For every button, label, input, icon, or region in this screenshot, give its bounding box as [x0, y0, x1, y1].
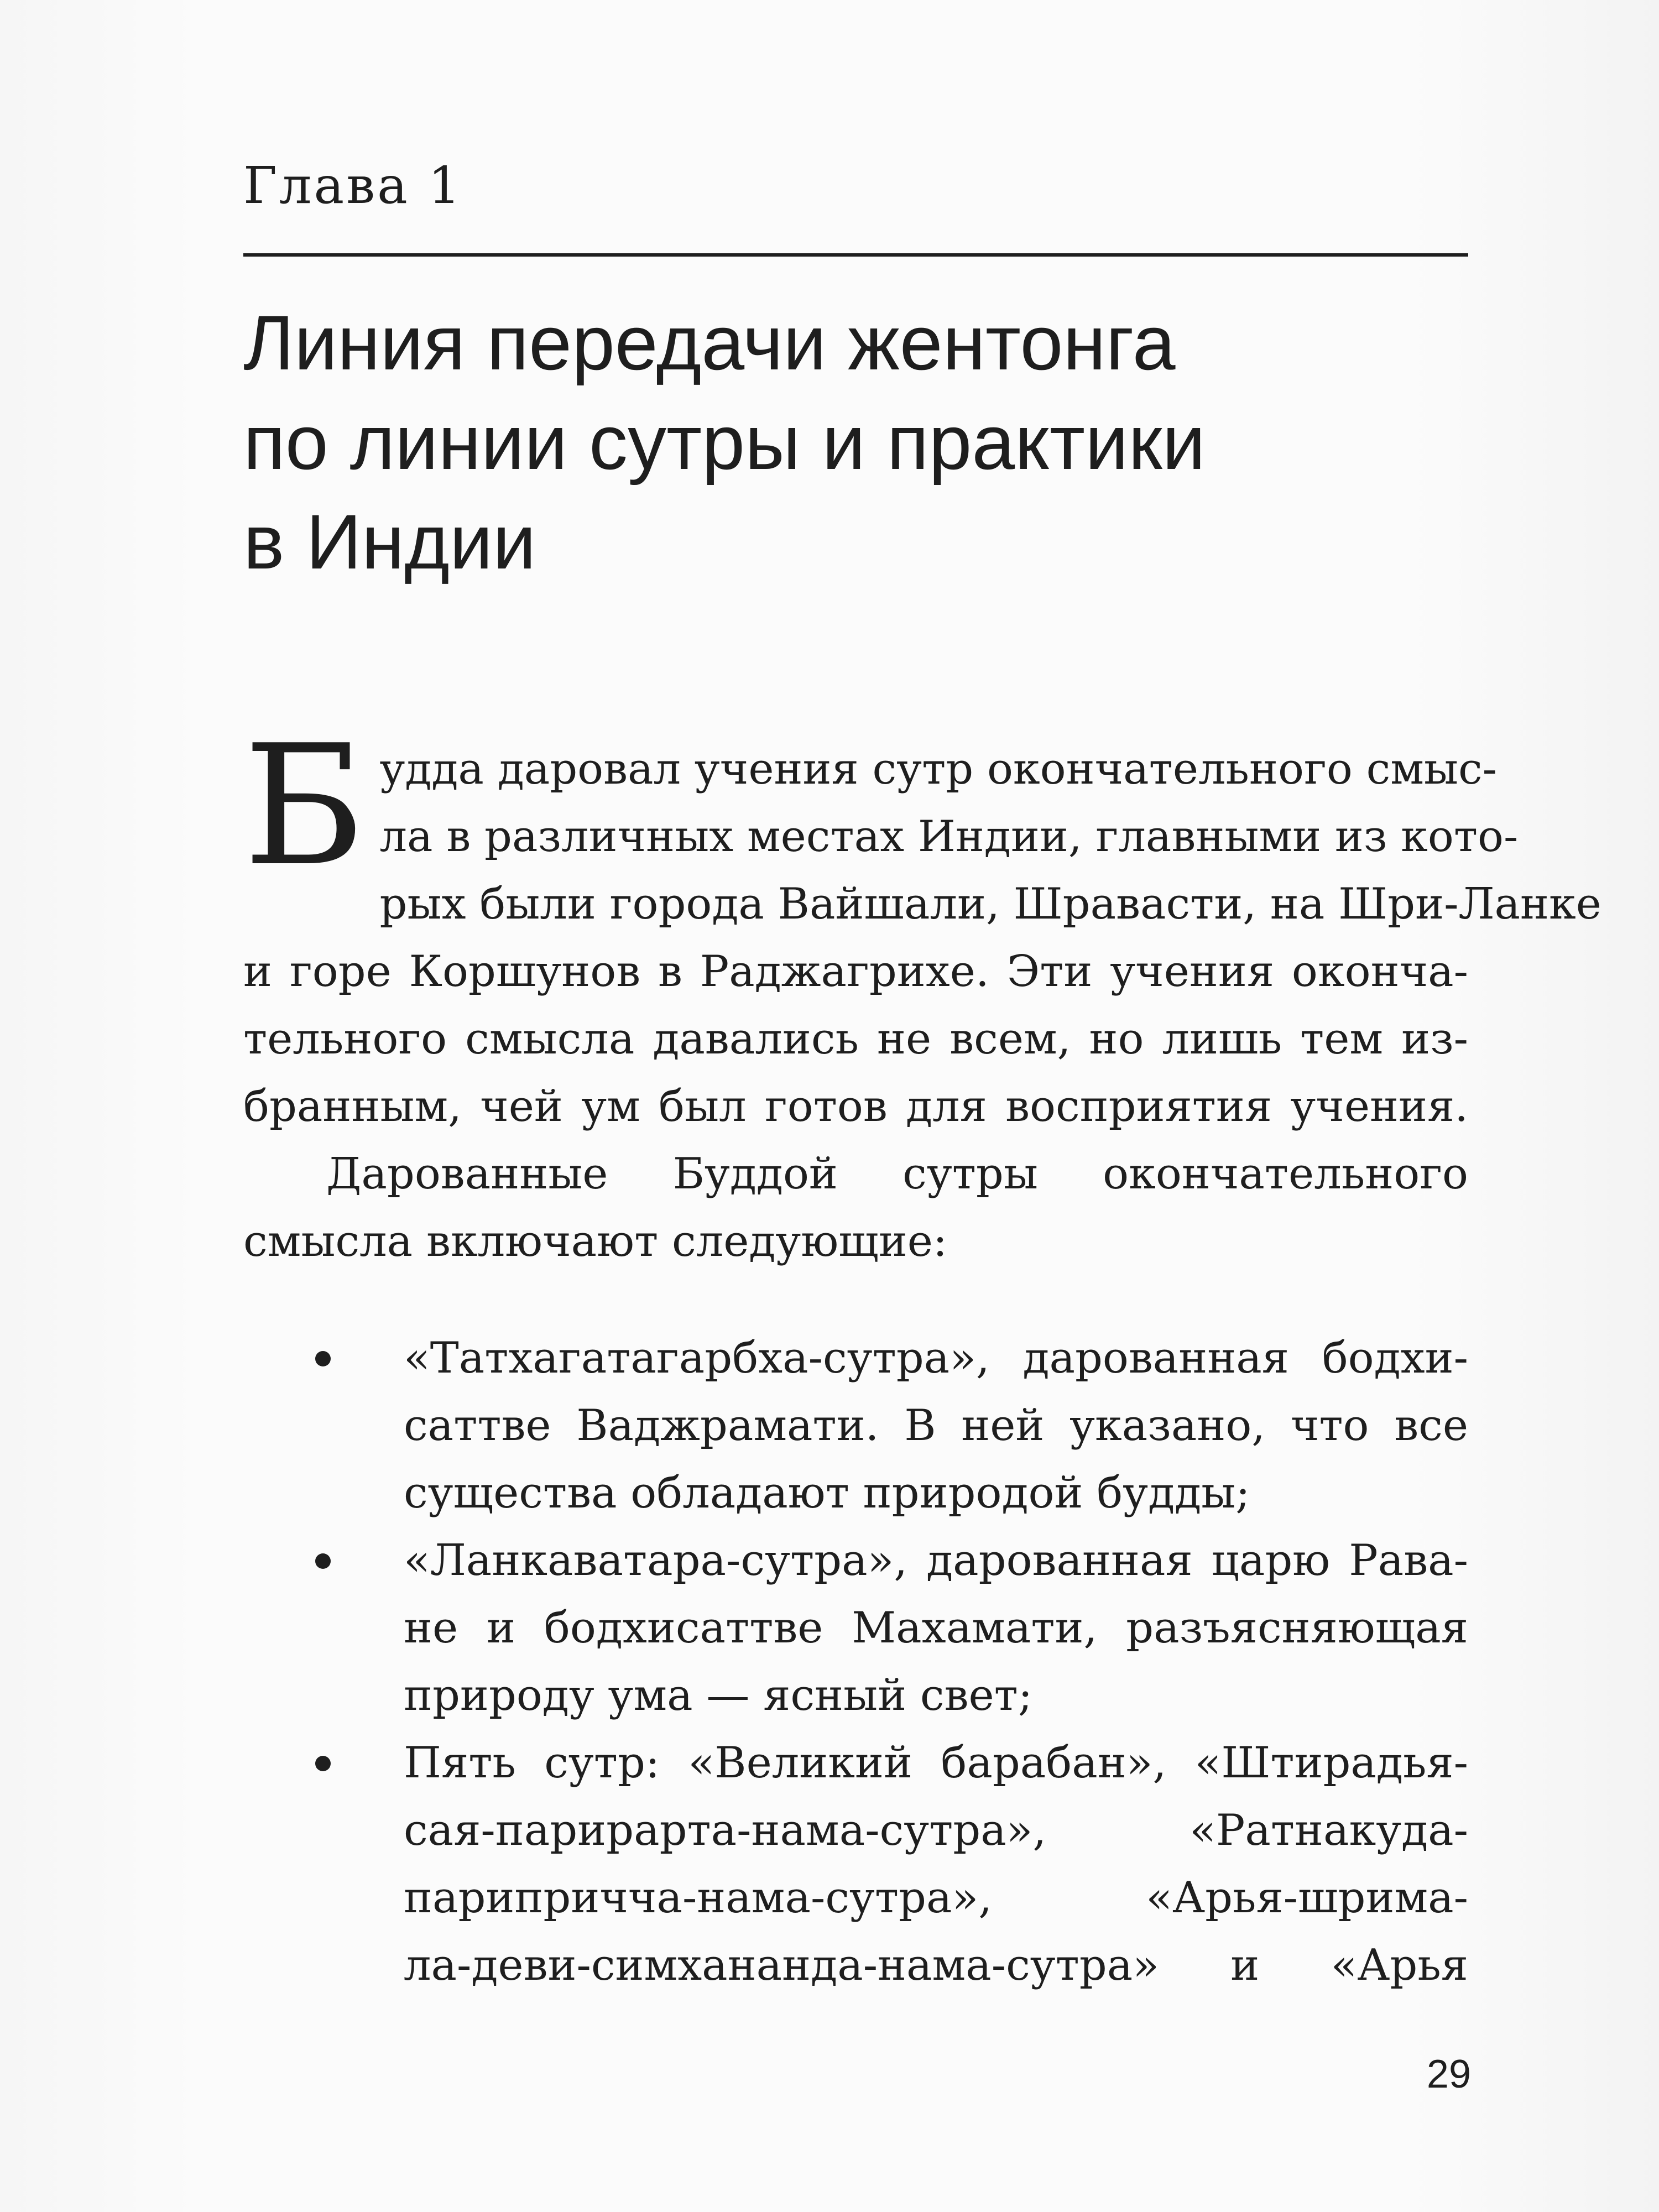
chapter-rule [243, 253, 1468, 257]
chapter-title [243, 293, 1488, 592]
list-line: существа обладают природой будды; [404, 1468, 1250, 1518]
paragraph-line: ла в различных местах Индии, главными из кото- [379, 812, 1519, 862]
body-text [243, 709, 1601, 1275]
drop-cap: Б [243, 709, 366, 902]
bullet-icon [315, 1756, 331, 1771]
title-line: Линия передачи жентонга [243, 299, 1176, 386]
page-number: 29 [1426, 2052, 1471, 2096]
list-item [243, 1527, 1468, 1729]
bullet-icon [315, 1553, 331, 1569]
paragraph-line: и горе Коршунов в Раджагрихе. Эти учения оконча- [243, 947, 1468, 997]
list-line: природу ума — ясный свет; [404, 1671, 1033, 1720]
list-line: парипричча-нама-сутра», «Арья-шрима- [404, 1873, 1468, 1923]
list-line: сая-парирарта-нама-сутра», «Ратнакуда- [404, 1806, 1468, 1855]
bullet-icon [315, 1351, 331, 1366]
paragraph-line: бранным, чей ум был готов для восприятия учения. [243, 1082, 1468, 1131]
list-item [243, 1324, 1468, 1527]
paragraph-line: смысла включают следующие: [243, 1217, 948, 1266]
sutra-list [243, 1324, 1468, 1999]
list-line: «Ланкаватара-сутра», дарованная царю Рава- [404, 1536, 1468, 1585]
paragraph-line: рых были города Вайшали, Шравасти, на Шри-Ланке [379, 879, 1601, 929]
list-line: ла-деви-симхананда-нама-сутра» и «Арья [404, 1940, 1468, 1990]
title-line: по линии сутры и практики [243, 399, 1206, 486]
list-line: Пять сутр: «Великий барабан», «Штирадья- [404, 1738, 1468, 1788]
list-line: не и бодхисаттве Махамати, разъясняющая [404, 1603, 1468, 1653]
paragraph-line: Дарованные Буддой сутры окончательного [326, 1149, 1468, 1199]
paragraph-line: удда даровал учения сутр окончательного смыс- [379, 744, 1498, 794]
list-line: «Татхагатагарбха-сутра», дарованная бодхи- [404, 1333, 1468, 1383]
paragraph-line: тельного смысла давались не всем, но лишь тем из- [243, 1014, 1468, 1064]
list-line: саттве Ваджрамати. В ней указано, что все [404, 1401, 1468, 1451]
list-item [243, 1729, 1468, 1999]
title-line: в Индии [243, 498, 536, 585]
chapter-label: Глава 1 [243, 156, 463, 215]
